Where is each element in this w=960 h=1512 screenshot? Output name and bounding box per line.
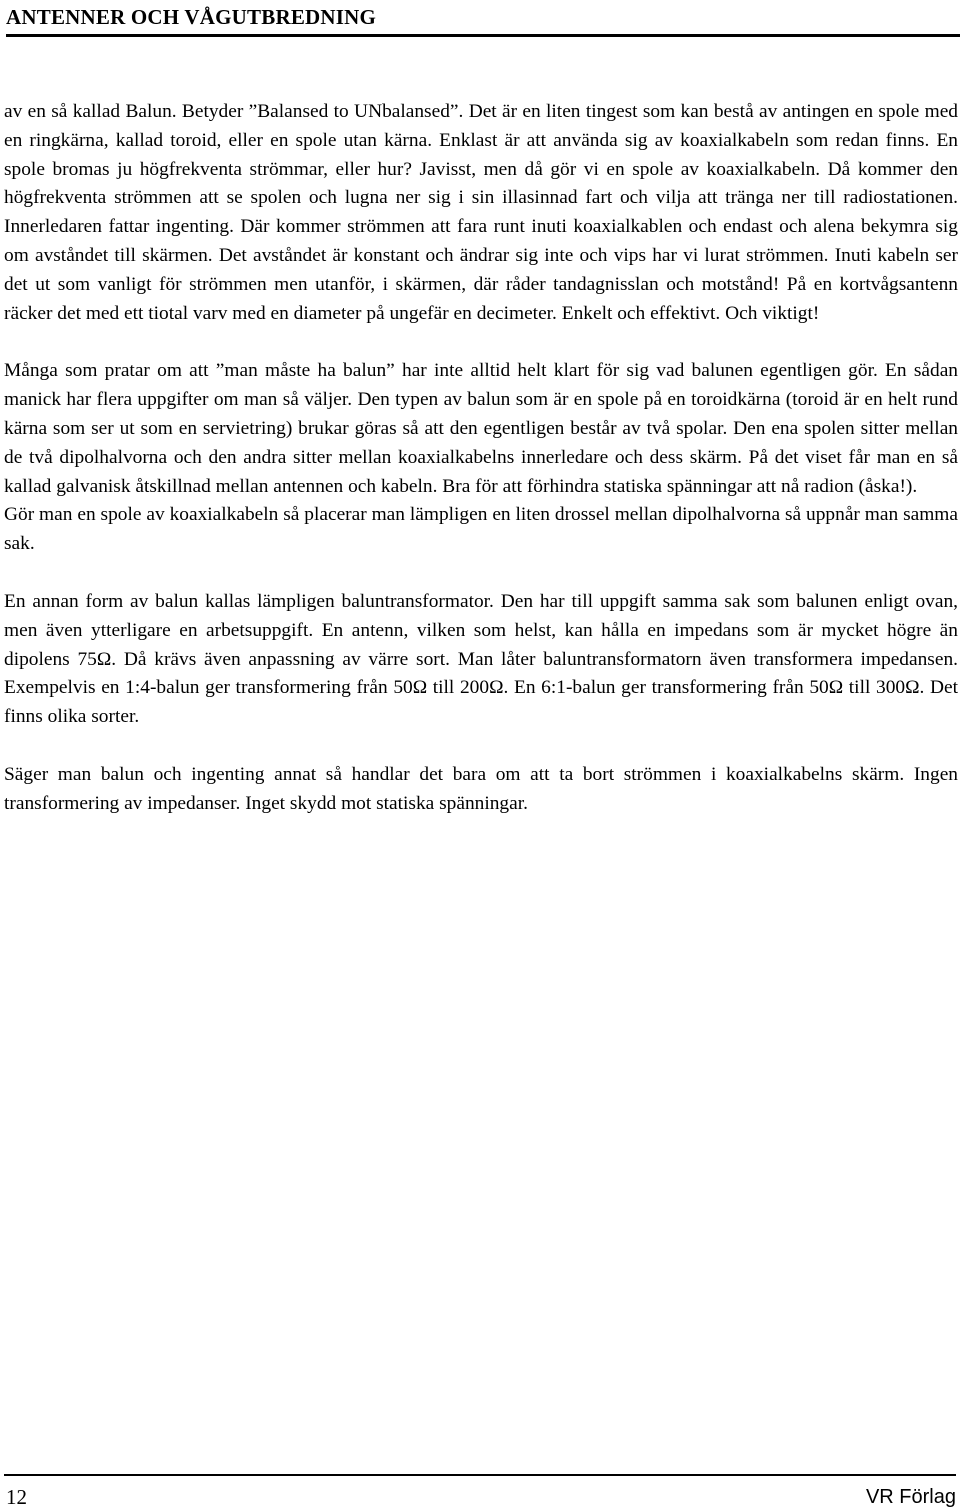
paragraph-coax-choke: Gör man en spole av koaxialkabeln så placerar man lämpligen en liten drossel mellan dipolhalvorna så uppnår man samma sak. xyxy=(4,504,958,555)
chapter-title: ANTENNER OCH VÅGUTBREDNING xyxy=(6,5,377,29)
header-rule xyxy=(6,34,960,37)
running-header xyxy=(6,4,954,30)
body-text xyxy=(4,98,958,819)
page-number: 12 xyxy=(6,1485,27,1509)
paragraph-balun-intro: av en så kallad Balun. Betyder ”Balansed to UNbalansed”. Det är en liten tingest som kan bestå av antingen en spole med en ringkärna, kallad toroid, eller en spole utan kärna. Enklast är att använda sig av koaxialkabeln som redan finns. En spole bromas ju högfrekventa strömmar, eller hur? Javisst, men då gör vi en spole av koaxialkabeln. Då kommer den högfrekventa strömmen att se spolen och lugna ner sig i sin illasinnad fart och vilja att tränga ner till radiostationen. Innerledaren fattar ingenting. Där kommer strömmen att fara runt inuti koaxialkablen och endast och alena bekymra sig om avståndet till skärmen. Det avståndet är konstant och ändrar sig inte och vips har vi lurat strömmen. Inuti kabeln ser det ut som vanligt för strömmen men utanför, i skärmen, där råder tandagnisslan och motstånd! På en kortvågsantenn räcker det med ett tiotal varv med en diameter på ungefär en decimeter. Enkelt och effektivt. Och viktigt! xyxy=(4,101,958,324)
paragraph-balun-transformer: En annan form av balun kallas lämpligen baluntransformator. Den har till uppgift samma sak som balunen enligt ovan, men även ytterligare en arbetsuppgift. En antenn, vilken som helst, kan hålla en impedans som är mycket högre än dipolens 75Ω. Då krävs även anpassning av värre sort. Man låter baluntransformatorn även transformera impedansen. Exempelvis en 1:4-balun ger transformering från 50Ω till 200Ω. En 6:1-balun ger transformering från 50Ω till 300Ω. Det finns olika sorter. xyxy=(4,590,958,728)
paragraph-balun-function: Många som pratar om att ”man måste ha balun” har inte alltid helt klart för sig vad balunen egentligen gör. En sådan manick har flera uppgifter om man så väljer. Den typen av balun som är en spole på en toroidkärna (toroid är en helt rund kärna som ser ut som en servietring) brukar göras så att den egentligen består av två spolar. Den ena spolen sitter mellan de två dipolhalvorna och den andra sitter mellan koaxialkabelns innerledare och dess skärm. På det viset får man en så kallad galvanisk åtskillnad mellan antennen och kabeln. Bra för att förhindra statiska spänningar att nå radion (åska!). xyxy=(4,360,958,497)
paragraph-balun-summary: Säger man balun och ingenting annat så handlar det bara om att ta bort strömmen i koaxialkabelns skärm. Ingen transformering av impedanser. Inget skydd mot statiska spänningar. xyxy=(4,763,958,814)
footer-rule xyxy=(4,1474,956,1476)
publisher-name: VR Förlag xyxy=(865,1486,956,1508)
